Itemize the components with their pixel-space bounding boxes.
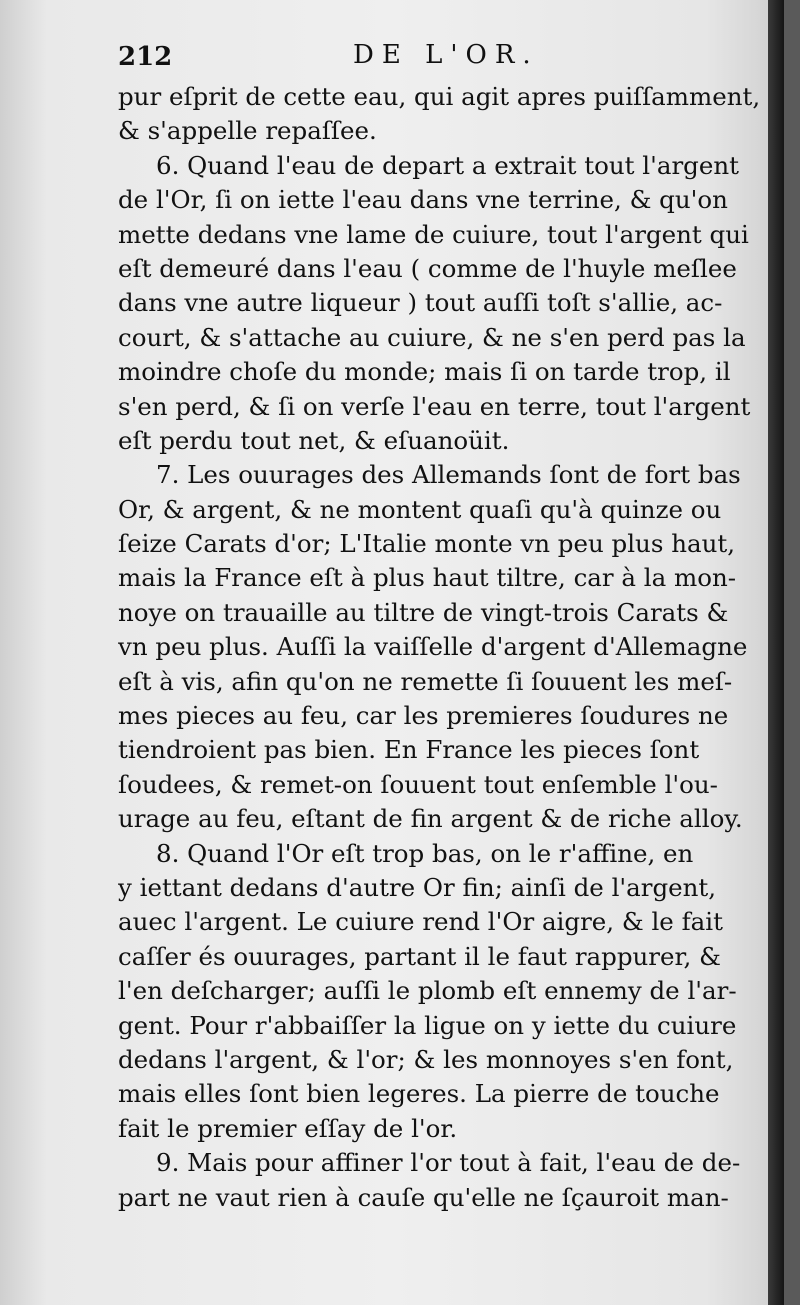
text-line: moindre choſe du monde; mais ſi on tarde trop, il bbox=[118, 357, 731, 387]
text-line: 8. Quand l'Or eſt trop bas, on le r'affine, en bbox=[156, 838, 694, 868]
text-line: mais la France eſt à plus haut tiltre, car à la mon- bbox=[118, 563, 737, 593]
text-line: mes pieces au feu, car les premieres ſoudures ne bbox=[118, 701, 729, 731]
text-line: auec l'argent. Le cuiure rend l'Or aigre, & le fait bbox=[118, 907, 723, 937]
text-line: ſeize Carats d'or; L'Italie monte vn peu plus haut, bbox=[118, 529, 735, 559]
text-line: 9. Mais pour affiner l'or tout à fait, l'eau de de- bbox=[156, 1148, 741, 1178]
text-line: eſt à vis, afin qu'on ne remette ſi ſouuent les meſ- bbox=[118, 666, 733, 696]
text-line: caſſer és ouurages, partant il le faut rappurer, & bbox=[118, 941, 721, 971]
text-line: 7. Les ouurages des Allemands ſont de fort bas bbox=[156, 460, 741, 490]
text-line: gent. Pour r'abbaiſſer la ligue on y iette du cuiure bbox=[118, 1010, 737, 1040]
text-line: mais elles ſont bien legeres. La pierre de touche bbox=[118, 1079, 720, 1109]
text-line: ſoudees, & remet-on ſouuent tout enſemble l'ou- bbox=[118, 769, 718, 799]
text-line: eſt perdu tout net, & eſuanoüit. bbox=[118, 425, 510, 455]
text-line: noye on trauaille au tiltre de vingt-trois Carats & bbox=[118, 597, 729, 627]
text-line: eſt demeuré dans l'eau ( comme de l'huyle meſlee bbox=[118, 253, 737, 283]
text-line: s'en perd, & ſi on verſe l'eau en terre, tout l'argent bbox=[118, 391, 751, 421]
text-line: tiendroient pas bien. En France les pieces ſont bbox=[118, 735, 700, 765]
text-line: y iettant dedans d'autre Or fin; ainſi de l'argent, bbox=[118, 872, 717, 902]
text-line: Or, & argent, & ne montent quaſi qu'à quinze ou bbox=[118, 494, 722, 524]
text-line: 6. Quand l'eau de depart a extrait tout l'argent bbox=[156, 150, 739, 180]
text-line: court, & s'attache au cuiure, & ne s'en perd pas la bbox=[118, 322, 746, 352]
page-header bbox=[118, 38, 768, 78]
text-line: l'en deſcharger; auſſi le plomb eſt ennemy de l'ar- bbox=[118, 976, 737, 1006]
text-line: part ne vaut rien à cauſe qu'elle ne ſçauroit man- bbox=[118, 1182, 729, 1212]
text-line: urage au feu, eſtant de fin argent & de riche alloy. bbox=[118, 804, 743, 834]
text-line: dedans l'argent, & l'or; & les monnoyes s'en font, bbox=[118, 1044, 734, 1074]
running-title: DE L'OR. bbox=[353, 40, 539, 70]
text-line: fait le premier eſſay de l'or. bbox=[118, 1113, 458, 1143]
page-number: 212 bbox=[118, 42, 173, 72]
book-spine bbox=[768, 0, 784, 1305]
text-line: & s'appelle repaſſee. bbox=[118, 116, 377, 146]
text-line: dans vne autre liqueur ) tout auſſi toſt s'allie, ac- bbox=[118, 288, 723, 318]
text-line: mette dedans vne lame de cuiure, tout l'argent qui bbox=[118, 219, 749, 249]
text-line: vn peu plus. Auſſi la vaiſſelle d'argent d'Allemagne bbox=[118, 632, 748, 662]
text-line: de l'Or, ſi on iette l'eau dans vne terrine, & qu'on bbox=[118, 185, 728, 215]
body-text bbox=[118, 80, 768, 1215]
text-line: pur eſprit de cette eau, qui agit apres puiſſamment, bbox=[118, 82, 761, 111]
